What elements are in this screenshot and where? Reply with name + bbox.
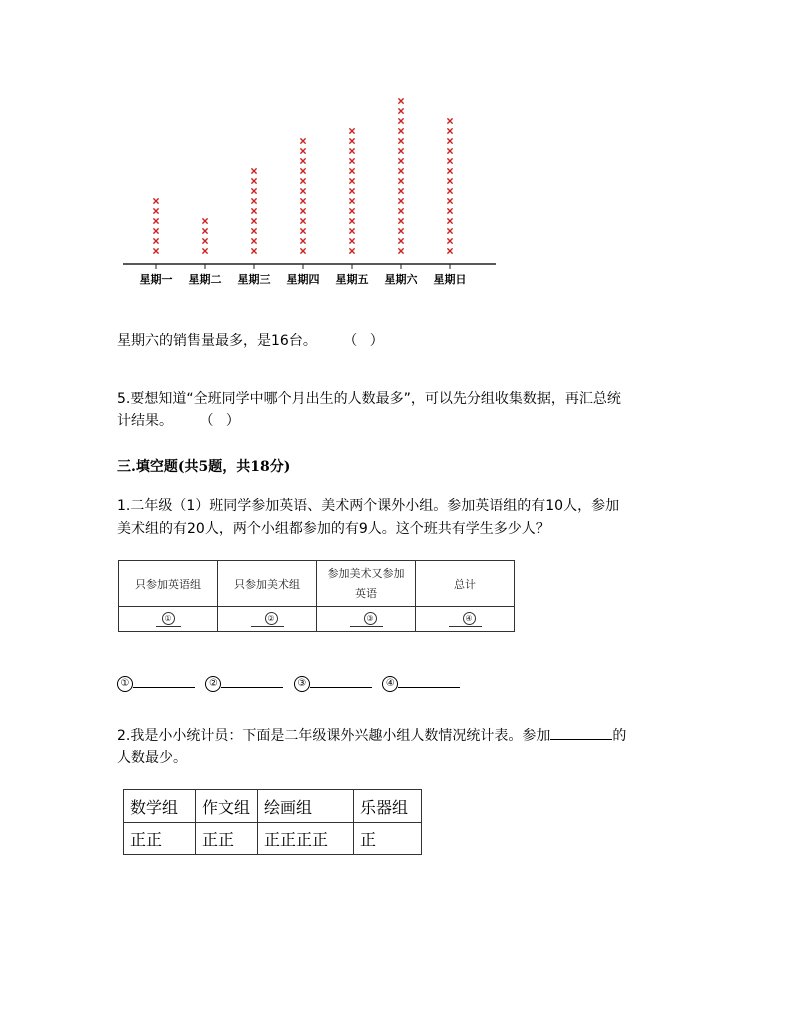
x-mark [251, 248, 256, 253]
section-3-title: 三.填空题(共5题，共18分) [117, 459, 291, 475]
q2-table [123, 789, 422, 855]
q2-answer-blank[interactable] [550, 725, 612, 740]
x-mark [447, 188, 452, 193]
statement-5-text: 计结果。 [117, 413, 173, 429]
q2-tally-math: 正正 [124, 823, 196, 855]
x-mark [398, 248, 403, 253]
q1-blank-1[interactable]: ① [119, 607, 218, 632]
x-mark [202, 228, 207, 233]
x-mark [300, 238, 305, 243]
x-marker-chart [0, 0, 794, 300]
q2-header-music: 乐器组 [354, 790, 422, 823]
q1-header-total: 总计 [416, 561, 515, 607]
category-label: 星期日 [433, 273, 467, 286]
x-mark [398, 178, 403, 183]
x-mark [349, 168, 354, 173]
x-mark [300, 208, 305, 213]
x-mark [447, 198, 452, 203]
x-mark [447, 208, 452, 213]
x-mark [349, 178, 354, 183]
marker-column-2 [202, 218, 207, 253]
x-mark [447, 218, 452, 223]
category-label: 星期一 [139, 273, 173, 286]
x-mark [251, 228, 256, 233]
x-mark [202, 248, 207, 253]
x-mark [300, 148, 305, 153]
x-mark [398, 148, 403, 153]
q2-text-before: 2.我是小小统计员：下面是二年级课外兴趣小组人数情况统计表。参加 [117, 728, 551, 744]
x-mark [300, 158, 305, 163]
x-mark [447, 138, 452, 143]
answer-marker-2: ② [205, 676, 221, 692]
x-mark [447, 118, 452, 123]
q2-header-writing: 作文组 [196, 790, 258, 823]
x-mark [398, 128, 403, 133]
x-mark [349, 228, 354, 233]
answer-marker-4: ④ [382, 676, 398, 692]
q1-blank-2[interactable]: ② [218, 607, 317, 632]
q2-text-after: 的 [612, 728, 627, 744]
q2-header-math: 数学组 [124, 790, 196, 823]
x-mark [447, 168, 452, 173]
q2-line2: 人数最少。 [117, 750, 187, 766]
x-mark [153, 208, 158, 213]
x-mark [251, 168, 256, 173]
x-mark [300, 198, 305, 203]
answer-blank-1[interactable] [133, 673, 195, 688]
category-label: 星期四 [286, 273, 320, 286]
marker-column-1 [153, 198, 158, 253]
x-mark [251, 238, 256, 243]
category-label: 星期二 [188, 273, 222, 286]
x-mark [251, 188, 256, 193]
answer-blank-3[interactable] [310, 673, 372, 688]
x-mark [447, 158, 452, 163]
x-mark [300, 188, 305, 193]
x-mark [398, 118, 403, 123]
q1-line1: 1.二年级（1）班同学参加英语、美术两个课外小组。参加英语组的有10人，参加 [117, 498, 620, 514]
marker-column-7 [447, 118, 452, 253]
x-mark [398, 238, 403, 243]
statement-4 [117, 330, 388, 352]
x-mark [349, 188, 354, 193]
answer-blank-2[interactable] [221, 673, 283, 688]
statement-5-line2 [117, 410, 244, 432]
x-mark [398, 188, 403, 193]
x-mark [349, 218, 354, 223]
q2-tally-writing: 正正 [196, 823, 258, 855]
x-mark [398, 138, 403, 143]
x-mark [202, 238, 207, 243]
x-mark [153, 238, 158, 243]
category-label: 星期三 [237, 273, 271, 286]
x-mark [349, 248, 354, 253]
x-mark [153, 218, 158, 223]
x-mark [447, 178, 452, 183]
category-label: 星期五 [335, 273, 369, 286]
x-mark [202, 218, 207, 223]
marker-column-6 [398, 98, 403, 253]
answer-marker-3: ③ [294, 676, 310, 692]
x-mark [447, 238, 452, 243]
q1-blank-3[interactable]: ③ [317, 607, 416, 632]
x-mark [300, 248, 305, 253]
x-mark [251, 218, 256, 223]
x-mark [349, 138, 354, 143]
x-mark [398, 108, 403, 113]
x-mark [349, 198, 354, 203]
x-mark [153, 198, 158, 203]
statement-5-answer-paren[interactable]: （ ） [199, 413, 244, 429]
x-mark [300, 228, 305, 233]
marker-column-3 [251, 168, 256, 253]
q2-header-drawing: 绘画组 [258, 790, 354, 823]
x-mark [447, 148, 452, 153]
x-mark [398, 158, 403, 163]
q1-table [118, 560, 515, 632]
marker-column-4 [300, 138, 305, 253]
x-mark [398, 208, 403, 213]
q2-tally-music: 正 [354, 823, 422, 855]
x-mark [398, 218, 403, 223]
x-mark [251, 198, 256, 203]
x-mark [398, 198, 403, 203]
x-mark [349, 238, 354, 243]
marker-column-5 [349, 128, 354, 253]
statement-5-line1: 5.要想知道“全班同学中哪个月出生的人数最多”，可以先分组收集数据，再汇总统 [117, 391, 621, 407]
x-mark [153, 228, 158, 233]
answer-marker-1: ① [117, 676, 133, 692]
statement-4-text: 星期六的销售量最多，是16台。 [117, 333, 317, 349]
x-mark [153, 248, 158, 253]
x-mark [447, 248, 452, 253]
answer-blank-4[interactable] [398, 673, 460, 688]
x-mark [349, 158, 354, 163]
x-mark [349, 128, 354, 133]
category-label: 星期六 [384, 273, 418, 286]
x-mark [300, 138, 305, 143]
x-mark [349, 148, 354, 153]
q1-line2: 美术组的有20人，两个小组都参加的有9人。这个班共有学生多少人？ [117, 521, 550, 537]
x-mark [251, 178, 256, 183]
x-mark [398, 168, 403, 173]
q1-header-english-only: 只参加英语组 [119, 561, 218, 607]
x-mark [300, 168, 305, 173]
x-mark [300, 178, 305, 183]
x-mark [300, 218, 305, 223]
x-mark [398, 98, 403, 103]
x-mark [447, 128, 452, 133]
q1-header-both: 参加美术又参加英语 [317, 561, 416, 607]
x-mark [398, 228, 403, 233]
q2-tally-drawing: 正正正正 [258, 823, 354, 855]
q1-answer-blanks [117, 673, 460, 695]
x-mark [349, 208, 354, 213]
q1-blank-4[interactable]: ④ [416, 607, 515, 632]
statement-4-answer-paren[interactable]: （ ） [343, 333, 388, 349]
x-mark [447, 228, 452, 233]
q1-header-art-only: 只参加美术组 [218, 561, 317, 607]
x-mark [251, 208, 256, 213]
q2-line1 [117, 725, 626, 747]
